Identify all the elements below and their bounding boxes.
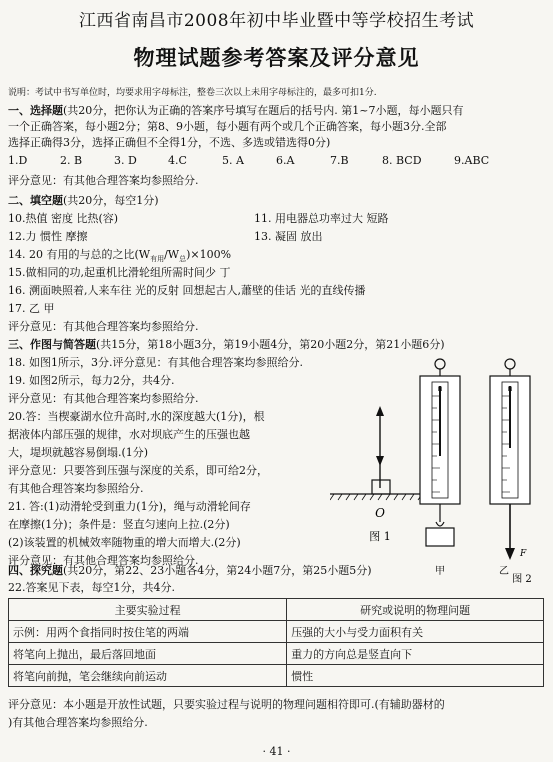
answer-21-comment: 评分意见：有其他合理答案均参照给分. (8, 554, 199, 567)
answer-20-line2: 据液体内部压强的规律，水对坝底产生的压强也越 (8, 428, 250, 441)
answer-18: 18. 如图1所示，3分.评分意见：有其他合理答案均参照给分. (8, 356, 303, 369)
mcq-answer-2: 2. B (60, 154, 83, 167)
table-cell: 重力的方向总是竖直向下 (287, 643, 544, 665)
table-header-row (9, 599, 544, 621)
section2-heading: 二、填空题 (8, 194, 63, 207)
answer-21-line2: 在摩擦(1分)；条件是：竖直匀速向上拉.(2分) (8, 518, 230, 531)
answer-17: 17. 乙 甲 (8, 302, 55, 315)
answer-14-part-a: 14. 20 有用的与总的之比(W (8, 248, 151, 261)
section3-line (8, 338, 445, 352)
section4-comment-1: 评分意见：本小题是开放性试题，只要实验过程与说明的物理问题相符即可.(有辅助器材的 (8, 698, 445, 711)
answer-19: 19. 如图2所示，每力2分，共4分. (8, 374, 175, 387)
table-row (9, 621, 544, 643)
label-yi: 乙 (499, 566, 509, 577)
table-header-problem: 研究或说明的物理问题 (287, 599, 544, 621)
mcq-answer-9: 9.ABC (454, 154, 490, 167)
section3-heading: 三、作图与简答题 (8, 338, 96, 351)
mcq-answer-7: 7.B (330, 154, 349, 167)
section2-instruction: (共20分，每空1分) (63, 194, 159, 207)
answer-14-part-b: /W (164, 248, 180, 261)
table-cell: 示例：用两个食指同时按住笔的两端 (9, 621, 287, 643)
experiment-table (8, 598, 544, 687)
table-cell: 压强的大小与受力面积有关 (287, 621, 544, 643)
section4-instruction: (共20分，第22、23小题各4分，第24小题7分，第25小题5分) (63, 564, 372, 577)
mcq-answer-8: 8. BCD (382, 154, 422, 167)
answer-15: 15.做相同的功,起重机比滑轮组所需时间少 丁 (8, 266, 231, 279)
section1-instruction-3: 选择正确得3分，选择正确但不全得1分，不选、多选或错选得0分) (8, 136, 331, 149)
section1-heading: 一、选择题 (8, 104, 63, 117)
mcq-answer-6: 6.A (276, 154, 295, 167)
table-row (9, 643, 544, 665)
table-row (9, 665, 544, 687)
force-label: F (520, 549, 527, 559)
answer-14-part-c: )×100% (186, 248, 232, 261)
answer-13: 13. 凝固 放出 (254, 230, 323, 243)
spring-scale-jia-unit: N (437, 386, 443, 393)
section2-line (8, 194, 159, 208)
spring-scale-yi (490, 359, 532, 585)
section4-comment-2: )有其他合理答案均参照给分. (8, 716, 148, 729)
figure-2-diagram (410, 356, 550, 586)
section1-instruction-2: 一个正确答案，每小题2分；第8、9小题，每小题有两个或几个正确答案，每小题3分.全部 (8, 120, 447, 133)
spring-scale-jia (420, 359, 460, 577)
spring-scale-yi-unit: N (507, 386, 513, 393)
answer-21-line3: (2)该装置的机械效率随物重的增大而增大.(2分) (8, 536, 241, 549)
figure-1-caption: 图 1 (369, 530, 391, 543)
exam-title: 江西省南昌市2008年初中毕业暨中等学校招生考试 (78, 11, 475, 31)
mcq-answer-5: 5. A (222, 154, 244, 167)
answer-20-line3: 大，堤坝就越容易倒塌.(1分) (8, 446, 149, 459)
answer-16: 16. 溯面映照着,人来车往 光的反射 回想起古人,蕭壁的佳话 光的直线传播 (8, 284, 366, 297)
figure-1-up-arrow (376, 406, 384, 416)
section1-comment: 评分意见：有其他合理答案均参照给分. (8, 174, 199, 187)
table-cell: 将笔向上抛出，最后落回地面 (9, 643, 287, 665)
section4-line (8, 564, 372, 578)
marking-note: 说明：考试中书写单位时，均要求用字母标注，整卷三次以上未用字母标注的，最多可扣1分. (8, 88, 377, 98)
answer-21-line1: 21. 答:(1)动滑轮受到重力(1分)，绳与动滑轮间存 (8, 500, 251, 513)
table-cell: 惯性 (287, 665, 544, 687)
answer-22: 22.答案见下表，每空1分，共4分. (8, 581, 175, 594)
figure-2-caption: 图 2 (512, 574, 532, 585)
answer-20-line1: 20.答：当楔豪湖水位升高时,水的深度越大(1分)，根 (8, 410, 265, 423)
answer-12: 12.力 惯性 摩擦 (8, 230, 88, 243)
section4-heading: 四、探究题 (8, 564, 63, 577)
force-arrow (505, 548, 515, 560)
page-number: · 41 · (262, 745, 291, 758)
answer-20-comment: 评分意见：只要答到压强与深度的关系，即可给2分， (8, 464, 268, 477)
answer-20-comment-2: 有其他合理答案均参照给分. (8, 482, 144, 495)
mcq-answer-4: 4.C (168, 154, 187, 167)
label-jia: 甲 (435, 566, 445, 577)
answer-14 (8, 248, 231, 266)
answer-14-sub-total: 总 (179, 255, 187, 264)
section2-comment: 评分意见：有其他合理答案均参照给分. (8, 320, 199, 333)
section1-instruction-1: (共20分，把你认为正确的答案序号填写在题后的括号内. 第1~7小题，每小题只有 (63, 104, 464, 117)
answer-19-comment: 评分意见：有其他合理答案均参照给分. (8, 392, 199, 405)
section3-instruction: (共15分，第18小题3分，第19小题4分，第20小题2分，第21小题6分) (96, 338, 445, 351)
mcq-answer-row (8, 154, 489, 168)
table-cell: 将笔向前抛，笔会继续向前运动 (9, 665, 287, 687)
document-subtitle: 物理试题参考答案及评分意见 (133, 46, 420, 70)
answer-10: 10.热值 密度 比热(容) (8, 212, 119, 225)
answer-11: 11. 用电器总功率过大 短路 (254, 212, 389, 225)
section1-line1 (8, 104, 464, 118)
mcq-answer-1: 1.D (8, 154, 28, 167)
figure-1-down-arrow (376, 456, 384, 466)
figure-1-o-label: O (375, 506, 385, 520)
table-header-process: 主要实验过程 (9, 599, 287, 621)
answer-14-sub-useful: 有用 (150, 255, 165, 264)
hanging-weight (426, 528, 454, 546)
figure-1-block (372, 480, 390, 494)
mcq-answer-3: 3. D (114, 154, 137, 167)
